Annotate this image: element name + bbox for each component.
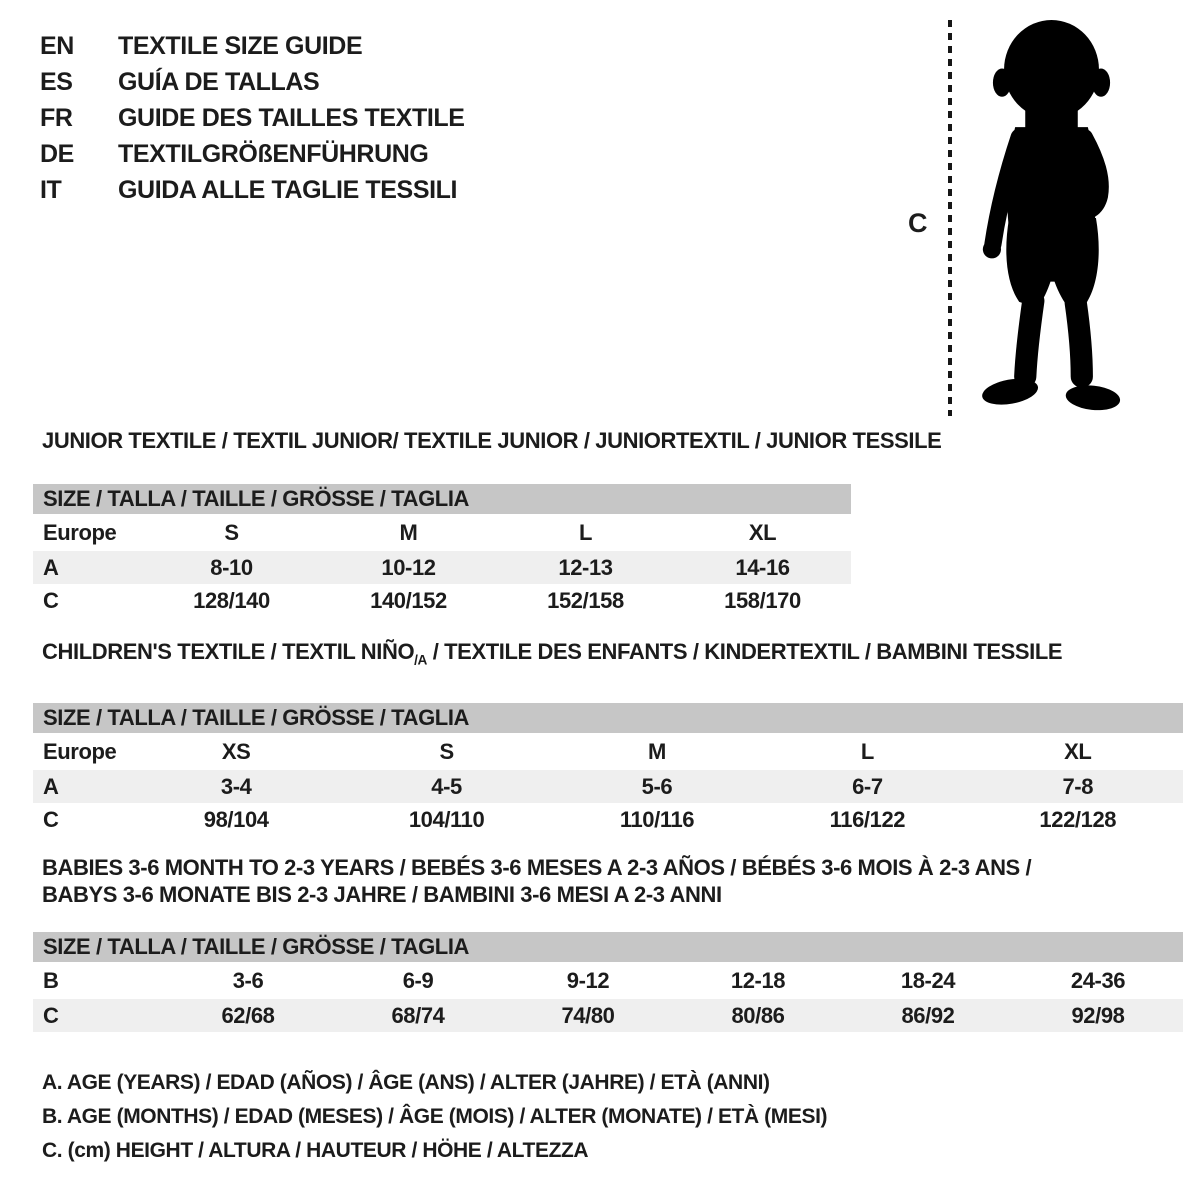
title-subscript: /A [414, 652, 427, 668]
section-title-line2: BABYS 3-6 MONATE BIS 2-3 JAHRE / BAMBINI 3-6 MESI A 2-3 ANNI [42, 882, 722, 907]
title-part: / TEXTILE DES ENFANTS / KINDERTEXTIL / BAMBINI TESSILE [427, 639, 1063, 664]
height-figure [900, 0, 1180, 440]
cell: 18-24 [900, 967, 956, 993]
table-row [33, 551, 851, 584]
cell: 4-5 [431, 773, 462, 799]
cell: 24-36 [1070, 967, 1126, 993]
cell: 3-6 [232, 967, 264, 993]
toddler-silhouette-icon [962, 16, 1140, 420]
table-header-row [33, 703, 1183, 733]
cell: 3-4 [220, 773, 252, 799]
table-header-row [33, 932, 1183, 962]
cell: 128/140 [193, 587, 270, 613]
cell: XL [748, 519, 777, 545]
legend-line-b: B. AGE (MONTHS) / EDAD (MESES) / ÂGE (MOIS) / ALTER (MONATE) / ETÀ (MESI) [42, 1105, 828, 1128]
height-measure-label: C [908, 208, 928, 238]
row-label: C [43, 1002, 59, 1028]
cell: M [648, 738, 666, 764]
lang-title: GUÍA DE TALLAS [118, 68, 320, 96]
cell: 122/128 [1039, 806, 1117, 832]
cell: 12-13 [558, 554, 613, 580]
lang-row-en [40, 28, 465, 64]
section-junior-textile [33, 427, 942, 617]
children-size-table [33, 703, 1183, 836]
lang-row-de [40, 136, 465, 172]
row-label: C [43, 587, 59, 613]
cell: L [860, 738, 874, 764]
cell: XS [221, 738, 251, 764]
cell: 8-10 [210, 554, 253, 580]
lang-code: FR [40, 104, 73, 132]
row-label: Europe [43, 738, 117, 764]
cell: 92/98 [1071, 1002, 1125, 1028]
cell: S [224, 519, 239, 545]
section-childrens-textile [33, 638, 1183, 836]
lang-title: GUIDA ALLE TAGLIE TESSILI [118, 176, 458, 204]
section-title: JUNIOR TEXTILE / TEXTIL JUNIOR/ TEXTILE JUNIOR / JUNIORTEXTIL / JUNIOR TESSILE [42, 428, 942, 453]
cell: L [578, 519, 593, 545]
cell: 80/86 [731, 1002, 785, 1028]
lang-code: ES [40, 68, 73, 96]
junior-size-table [33, 484, 851, 617]
cell: 7-8 [1062, 773, 1094, 799]
legend-line-a: A. AGE (YEARS) / EDAD (AÑOS) / ÂGE (ANS) / ALTER (JAHRE) / ETÀ (ANNI) [42, 1071, 770, 1094]
table-row [33, 962, 1183, 999]
lang-title: TEXTILGRÖßENFÜHRUNG [118, 140, 429, 168]
cell: 68/74 [391, 1002, 445, 1028]
cell: 5-6 [641, 773, 673, 799]
cell: 86/92 [901, 1002, 955, 1028]
row-label: A [43, 773, 59, 799]
table-row [33, 999, 1183, 1032]
language-title-list [40, 28, 465, 208]
cell: 158/170 [724, 587, 801, 613]
lang-row-it [40, 172, 465, 208]
cell: 6-9 [402, 967, 434, 993]
lang-code: IT [40, 176, 62, 204]
table-header-row [33, 484, 851, 514]
cell: 110/116 [619, 806, 695, 832]
row-label: C [43, 806, 59, 832]
cell: 152/158 [547, 587, 624, 613]
lang-row-fr [40, 100, 465, 136]
cell: M [399, 519, 418, 545]
table-row [33, 733, 1183, 770]
cell: 98/104 [203, 806, 269, 832]
row-label: Europe [43, 519, 117, 545]
size-header-bar: SIZE / TALLA / TAILLE / GRÖSSE / TAGLIA [33, 703, 1183, 733]
lang-title: TEXTILE SIZE GUIDE [118, 32, 363, 60]
babies-size-table [33, 932, 1183, 1032]
lang-row-es [40, 64, 465, 100]
section-babies-textile [33, 854, 1183, 1032]
row-label: B [43, 967, 59, 993]
cell: 140/152 [370, 587, 447, 613]
cell: S [439, 738, 454, 764]
row-label: A [43, 554, 59, 580]
table-row [33, 803, 1183, 836]
cell: 62/68 [221, 1002, 275, 1028]
table-row [33, 584, 851, 617]
lang-title: GUIDE DES TAILLES TEXTILE [118, 104, 465, 132]
size-header-bar: SIZE / TALLA / TAILLE / GRÖSSE / TAGLIA [33, 484, 851, 514]
height-dotted-line-icon [948, 20, 952, 416]
cell: 10-12 [381, 554, 436, 580]
cell: 116/122 [829, 806, 906, 832]
table-row [33, 514, 851, 551]
lang-code: DE [40, 140, 74, 168]
table-row [33, 770, 1183, 803]
section-title-line1: BABIES 3-6 MONTH TO 2-3 YEARS / BEBÉS 3-6 MESES A 2-3 AÑOS / BÉBÉS 3-6 MOIS À 2-3 ANS / [42, 855, 1032, 880]
cell: XL [1064, 738, 1092, 764]
toddler-silhouette-shapes [980, 20, 1121, 413]
cell: 9-12 [566, 967, 610, 993]
legend-line-c: C. (cm) HEIGHT / ALTURA / HAUTEUR / HÖHE / ALTEZZA [42, 1139, 589, 1162]
cell: 12-18 [730, 967, 786, 993]
section-title [33, 638, 1183, 673]
size-header-bar: SIZE / TALLA / TAILLE / GRÖSSE / TAGLIA [33, 932, 1183, 962]
cell: 6-7 [852, 773, 883, 799]
lang-code: EN [40, 32, 74, 60]
measurement-legend [42, 1066, 827, 1168]
cell: 74/80 [561, 1002, 615, 1028]
cell: 14-16 [735, 554, 790, 580]
title-part: CHILDREN'S TEXTILE / TEXTIL NIÑO [42, 639, 415, 664]
cell: 104/110 [408, 806, 485, 832]
